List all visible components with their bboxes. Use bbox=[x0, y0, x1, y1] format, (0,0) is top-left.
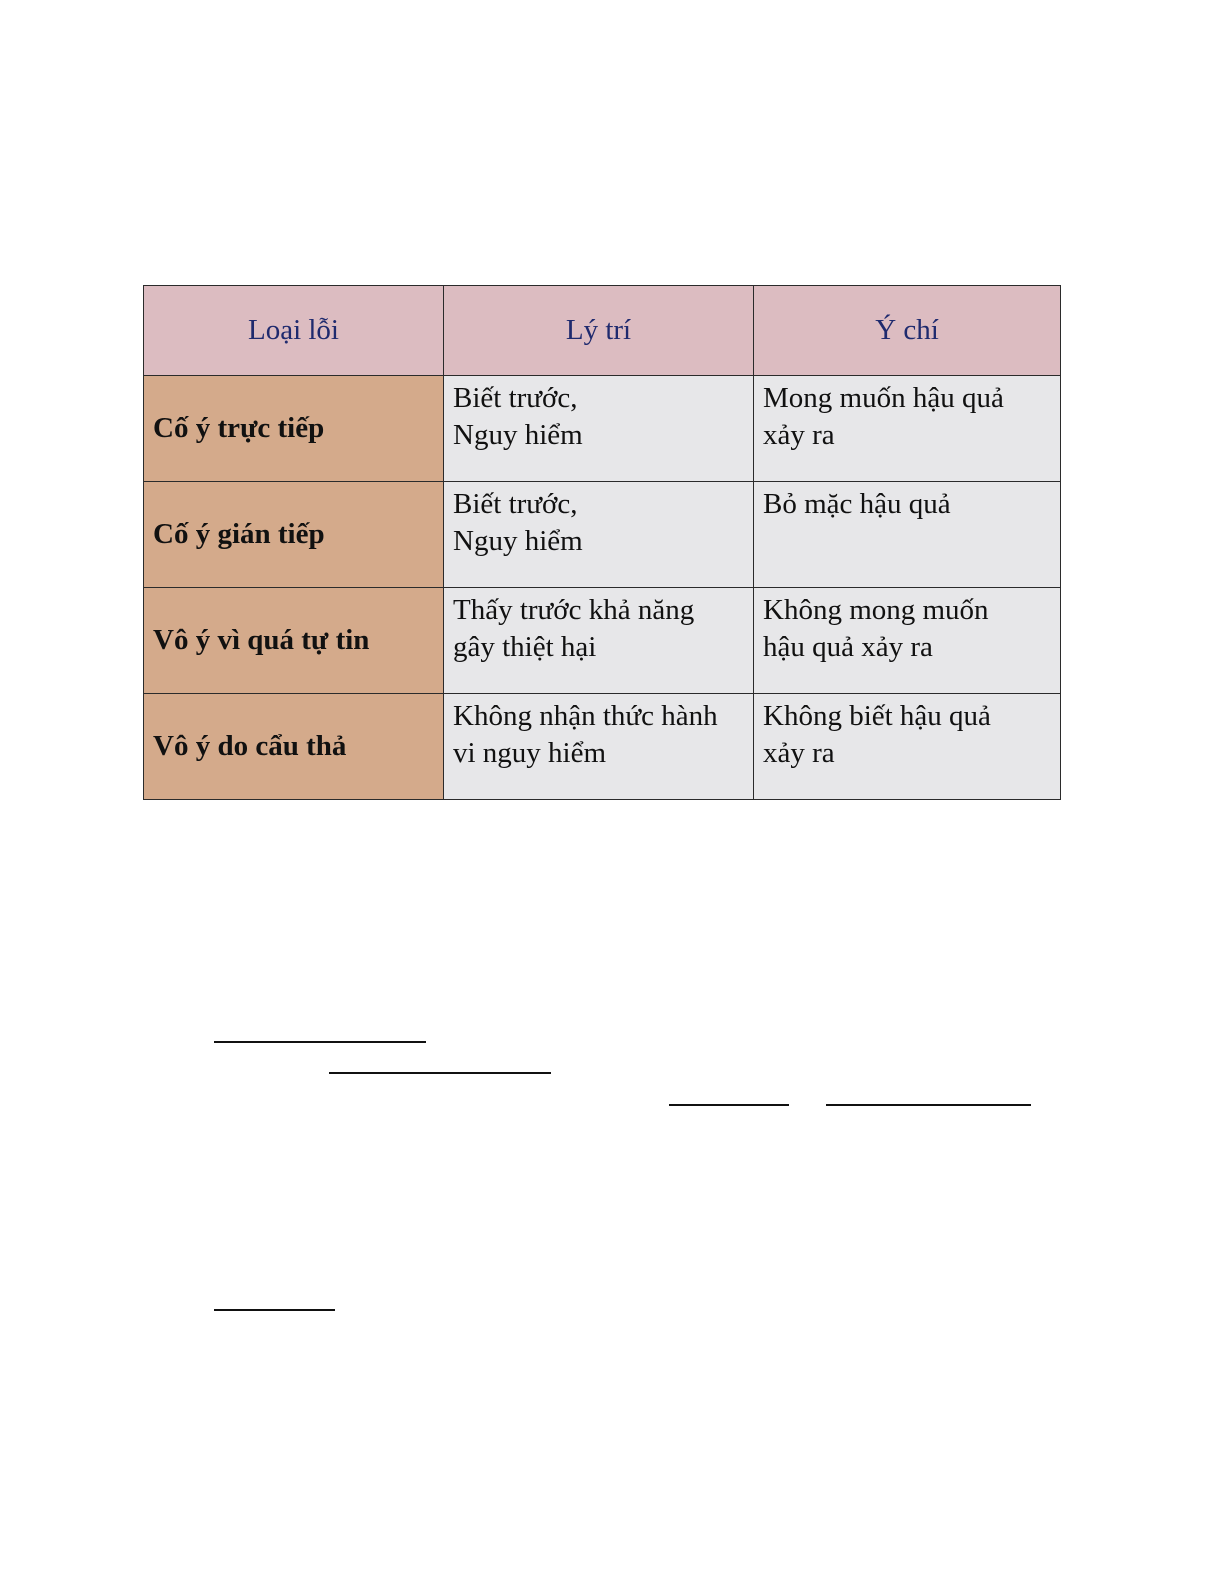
underline-rule bbox=[826, 1104, 1031, 1106]
header-y-chi: Ý chí bbox=[754, 286, 1061, 376]
ly-tri-cell bbox=[444, 376, 754, 482]
table-row bbox=[144, 376, 1061, 482]
fault-types-table bbox=[143, 285, 1061, 800]
fault-type-cell: Cố ý gián tiếp bbox=[144, 482, 444, 588]
ly-tri-cell bbox=[444, 482, 754, 588]
header-loai-loi: Loại lỗi bbox=[144, 286, 444, 376]
cell-line: Biết trước, bbox=[453, 488, 578, 520]
underline-rule bbox=[329, 1072, 551, 1074]
cell-line: xảy ra bbox=[763, 737, 835, 769]
cell-line: Không biết hậu quả bbox=[763, 700, 991, 732]
table-row bbox=[144, 588, 1061, 694]
cell-line: Không mong muốn bbox=[763, 594, 989, 626]
y-chi-cell bbox=[754, 482, 1061, 588]
cell-line: Nguy hiểm bbox=[453, 525, 583, 557]
cell-line: Không nhận thức hành bbox=[453, 700, 718, 732]
underline-rule bbox=[214, 1309, 335, 1311]
table-header-row bbox=[144, 286, 1061, 376]
cell-line: Mong muốn hậu quả bbox=[763, 382, 1004, 414]
cell-line: Thấy trước khả năng bbox=[453, 594, 695, 626]
y-chi-cell bbox=[754, 588, 1061, 694]
table-row bbox=[144, 694, 1061, 800]
header-ly-tri: Lý trí bbox=[444, 286, 754, 376]
fault-type-cell: Vô ý vì quá tự tin bbox=[144, 588, 444, 694]
cell-line: vi nguy hiểm bbox=[453, 737, 607, 769]
y-chi-cell bbox=[754, 694, 1061, 800]
fault-type-cell: Vô ý do cẩu thả bbox=[144, 694, 444, 800]
cell-line: xảy ra bbox=[763, 419, 835, 451]
cell-line: Nguy hiểm bbox=[453, 419, 583, 451]
cell-line: gây thiệt hại bbox=[453, 631, 597, 663]
cell-line: Bỏ mặc hậu quả bbox=[763, 488, 951, 520]
fault-type-cell: Cố ý trực tiếp bbox=[144, 376, 444, 482]
y-chi-cell bbox=[754, 376, 1061, 482]
underline-rule bbox=[214, 1041, 426, 1043]
underline-rule bbox=[669, 1104, 789, 1106]
cell-line: Biết trước, bbox=[453, 382, 578, 414]
table-row bbox=[144, 482, 1061, 588]
cell-line: hậu quả xảy ra bbox=[763, 631, 933, 663]
ly-tri-cell bbox=[444, 588, 754, 694]
ly-tri-cell bbox=[444, 694, 754, 800]
